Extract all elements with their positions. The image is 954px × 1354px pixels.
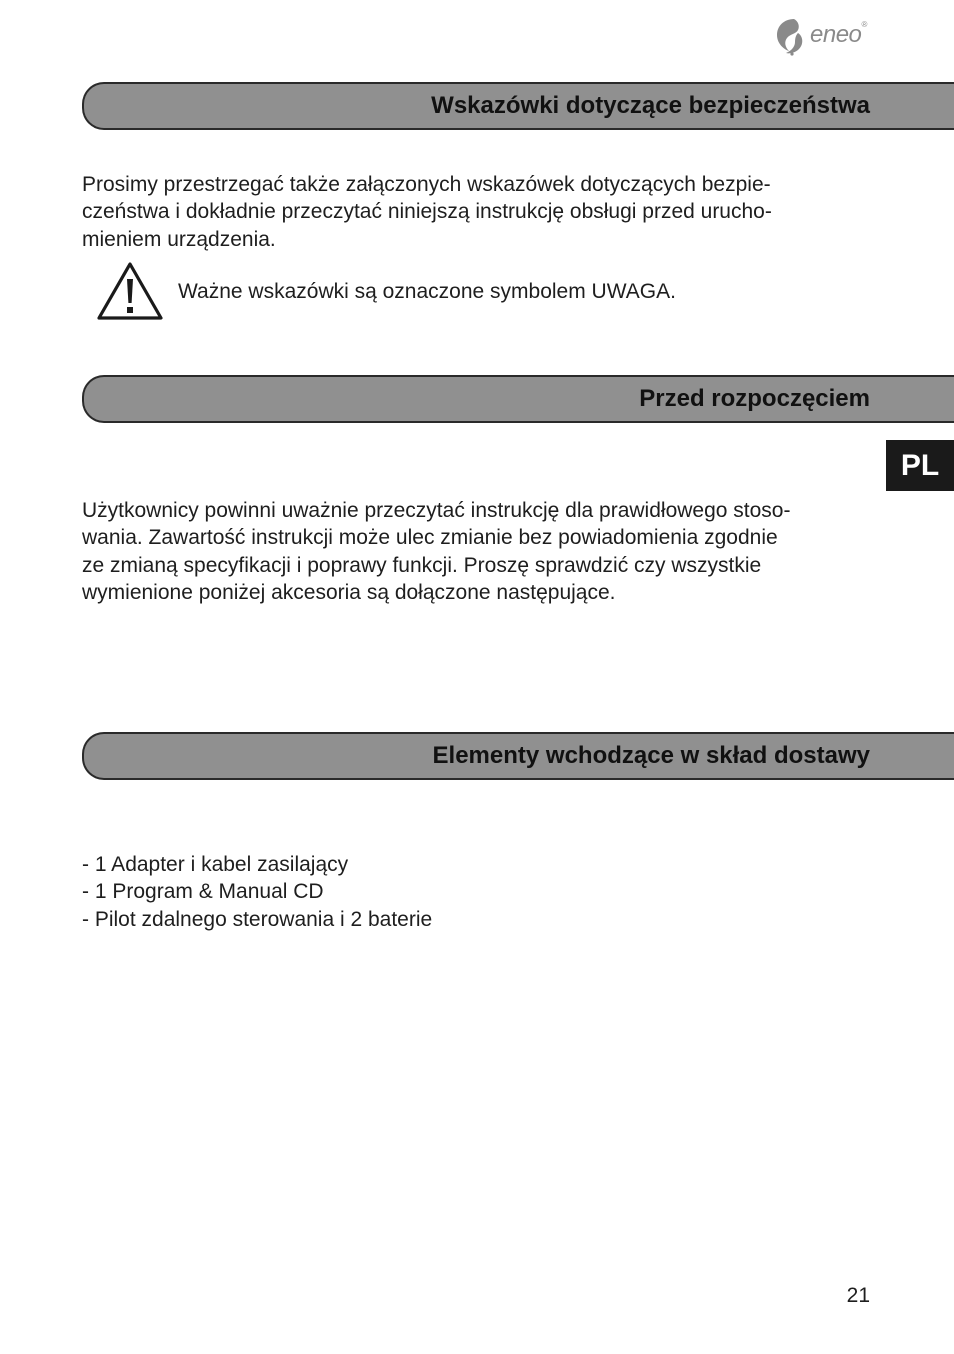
logo-text: eneo® bbox=[810, 20, 867, 48]
before-start-section-title: Przed rozpoczęciem bbox=[639, 385, 870, 412]
package-section-header bbox=[82, 732, 954, 780]
list-item: - Pilot zdalnego sterowania i 2 baterie bbox=[82, 907, 433, 931]
page-number: 21 bbox=[846, 1284, 870, 1307]
list-item: - 1 Adapter i kabel zasilający bbox=[82, 853, 349, 876]
before-start-paragraph: Użytkownicy powinni uważnie przeczytać instrukcję dla prawidłowego stoso- wania. Zawartość instrukcji może ulec zmianie bez powiadomienia zgodnie ze zmianą specyfikacji i poprawy funkcji. Proszę sprawdzić czy wszystkie wymienione poniżej akcesoria są dołączone następujące. bbox=[82, 499, 791, 604]
warning-triangle-icon bbox=[96, 261, 164, 321]
safety-section-title: Wskazówki dotyczące bezpieczeństwa bbox=[431, 92, 870, 119]
list-item: - 1 Program & Manual CD bbox=[82, 880, 324, 904]
language-tab: PL bbox=[886, 440, 954, 491]
package-items-list bbox=[82, 851, 432, 933]
safety-section-header bbox=[82, 82, 954, 130]
safety-paragraph: Prosimy przestrzegać także załączonych wskazówek dotyczących bezpie- czeństwa i dokładnie przeczytać niniejszą instrukcję obsługi przed urucho- mieniem urządzenia. bbox=[82, 173, 772, 251]
package-section-title: Elementy wchodzące w skład dostawy bbox=[432, 742, 870, 769]
eneo-swirl-icon bbox=[776, 16, 808, 56]
warning-text: Ważne wskazówki są oznaczone symbolem UWAGA. bbox=[178, 280, 676, 303]
before-start-section-header bbox=[82, 375, 954, 423]
eneo-logo bbox=[776, 16, 867, 56]
warning-notice bbox=[96, 261, 676, 321]
